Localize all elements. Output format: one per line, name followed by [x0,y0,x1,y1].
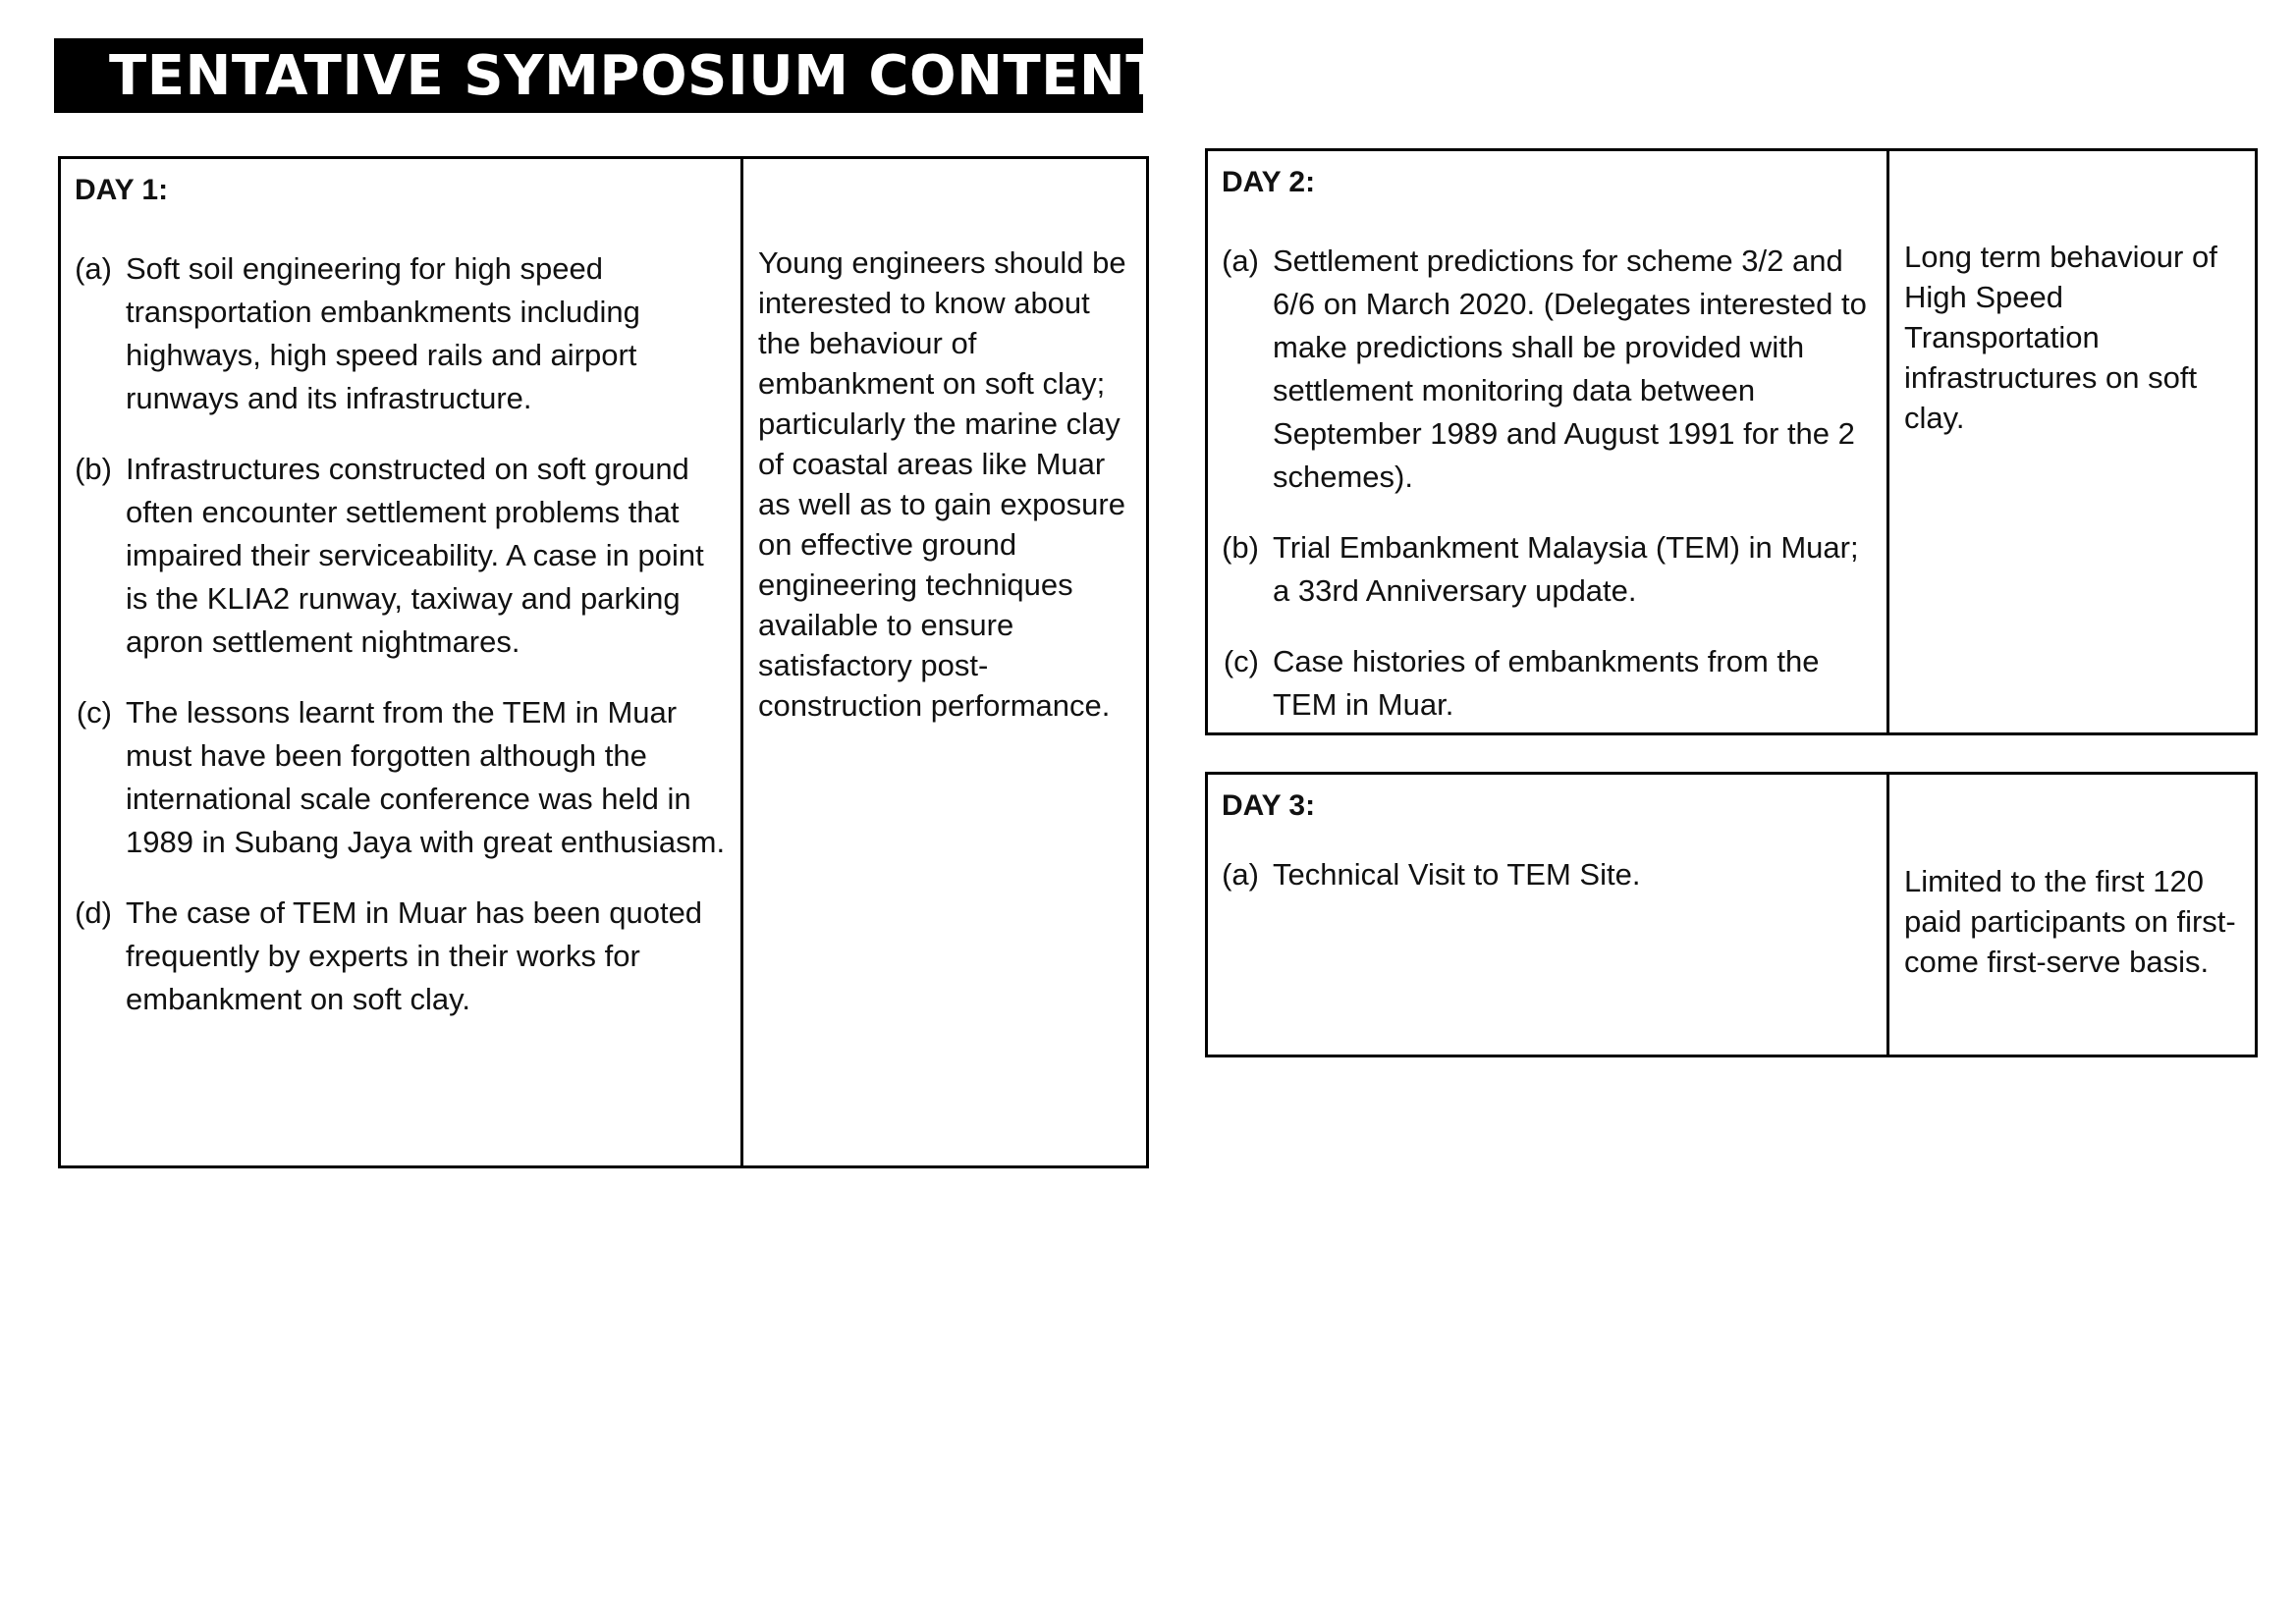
day-2-table [1205,148,2258,735]
topic-letter: (a) [75,251,112,286]
topic-text: Infrastructures constructed on soft ground often encounter settlement problems that impaired their serviceability. A case in point is the KLIA2 runway, taxiway and parking apron settlement nightmares. [126,452,704,659]
page-title: TENTATIVE SYMPOSIUM CONTENTS [109,43,1204,108]
topic-item [75,247,727,420]
day-1-topic-list [75,247,727,1021]
day-1-note-cell [743,159,1146,1165]
topic-text: The lessons learnt from the TEM in Muar must have been forgotten although the international scale conference was held in 1989 in Subang Jaya with great enthusiasm. [126,695,726,859]
topic-item [1222,640,1873,727]
topic-letter: (d) [75,895,112,930]
day-3-topic-list [1222,853,1873,896]
topic-letter: (a) [1222,857,1259,892]
topic-letter: (c) [76,695,112,730]
day-1-heading: DAY 1: [75,174,169,206]
day-1-note: Young engineers should be interested to know about the behaviour of embankment on soft clay; particularly the marine clay of coastal areas like Muar as well as to gain exposure on effective ground engineering techniques available to ensure satisfactory post-construction performance. [758,245,1126,723]
topic-text: Trial Embankment Malaysia (TEM) in Muar; a 33rd Anniversary update. [1273,530,1859,608]
day-3-heading: DAY 3: [1222,789,1316,822]
topic-text: Technical Visit to TEM Site. [1273,857,1641,892]
topic-text: The case of TEM in Muar has been quoted frequently by experts in their works for embankment on soft clay. [126,895,703,1016]
topic-item [75,448,727,664]
day-3-note: Limited to the first 120 paid participants on first-come first-serve basis. [1904,864,2236,979]
topic-text: Soft soil engineering for high speed transportation embankments including highways, high speed rails and airport runways and its infrastructure. [126,251,640,415]
topic-text: Settlement predictions for scheme 3/2 and 6/6 on March 2020. (Delegates interested to make predictions shall be provided with settlement monitoring data between September 1989 and August 1991 for the 2 schemes). [1273,244,1867,494]
day-3-table [1205,772,2258,1057]
topic-item [75,892,727,1021]
day-2-note: Long term behaviour of High Speed Transportation infrastructures on soft clay. [1904,240,2217,435]
day-3-topics-cell [1208,775,1889,1055]
day-2-heading: DAY 2: [1222,166,1316,198]
day-2-topic-list [1222,240,1873,727]
title-banner [54,38,1204,113]
topic-text: Case histories of embankments from the TEM in Muar. [1273,644,1820,722]
topic-letter: (b) [75,452,112,486]
day-1-topics-cell [61,159,743,1165]
day-2-note-cell [1889,151,2255,732]
day-2-topics-cell [1208,151,1889,732]
topic-letter: (a) [1222,244,1259,278]
topic-item [1222,240,1873,499]
topic-item [1222,853,1873,896]
topic-item [1222,526,1873,613]
topic-item [75,691,727,864]
topic-letter: (c) [1223,644,1259,678]
day-1-table [58,156,1149,1168]
day-3-note-cell [1889,775,2255,1055]
topic-letter: (b) [1222,530,1259,565]
